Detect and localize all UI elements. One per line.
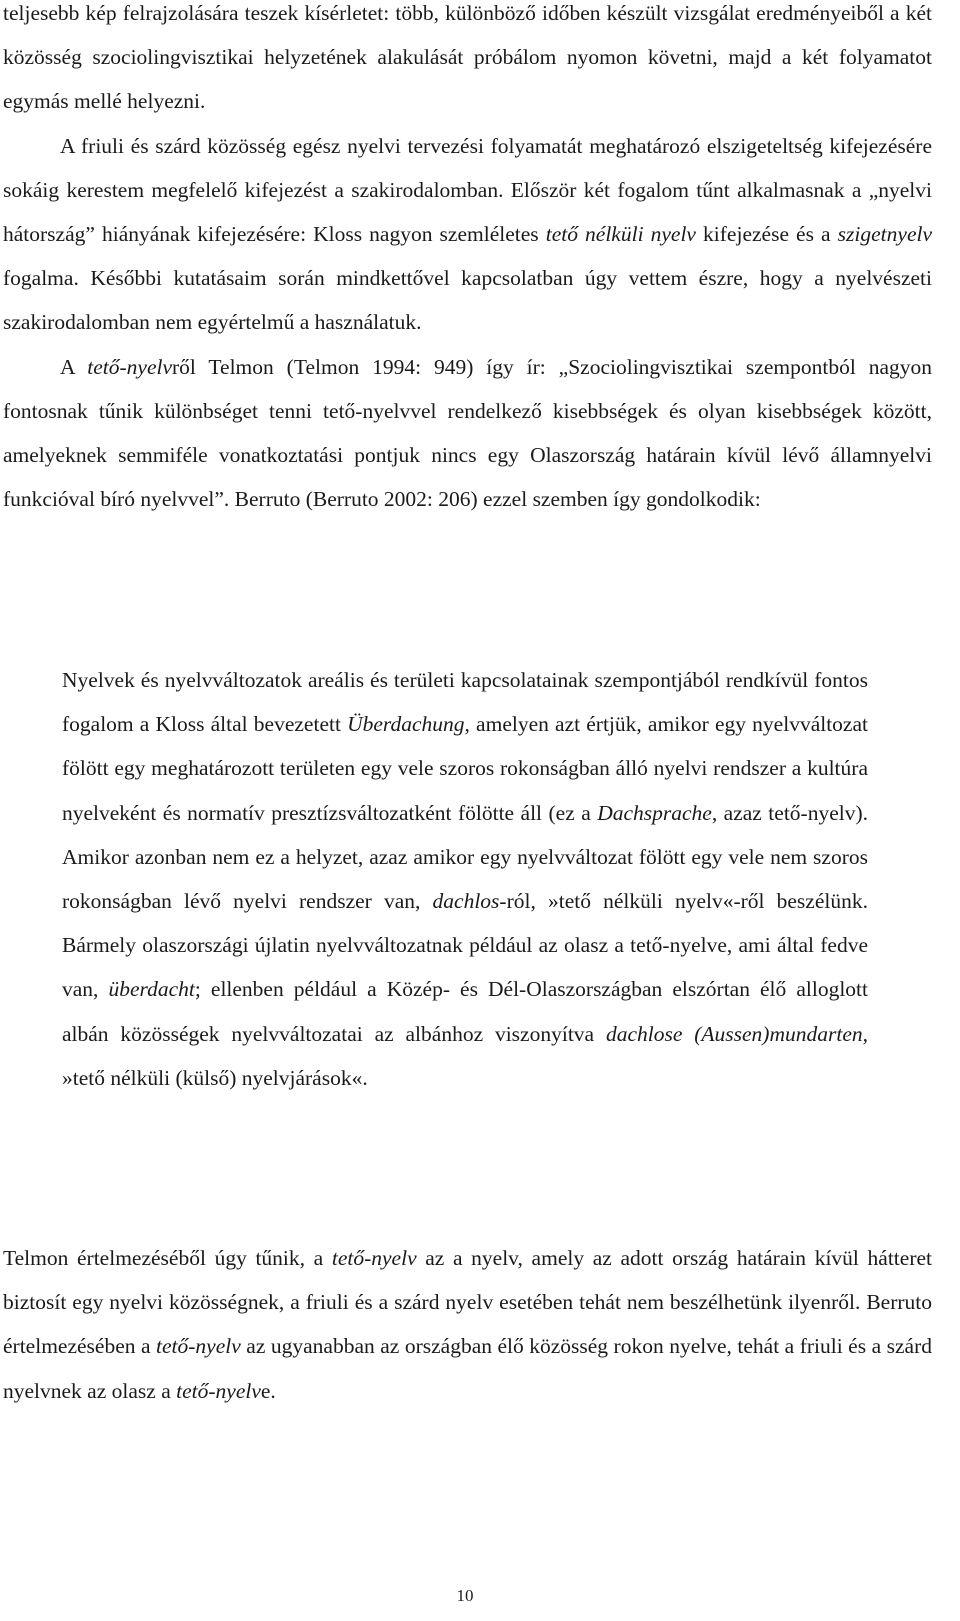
italic-term: Dachsprache <box>597 800 712 825</box>
text-run: ; ellenben például a Közép- és Dél-Olaszországban elszórtan élő alloglott albán közösségek nyelvváltozatai az albánhoz viszonyítva <box>62 977 868 1046</box>
italic-term: überdacht <box>108 977 195 1002</box>
italic-term: Überdachung <box>347 712 465 737</box>
text-run: e. <box>260 1378 276 1403</box>
text-run: , azaz tető-nyelv). Amikor azonban nem ez a helyzet, azaz amikor egy nyelvváltozat fölött egy vele nem szoros rokonságban lévő nyelvi rendszer van, <box>62 800 869 914</box>
text-run: fogalma. Későbbi kutatásaim során mindkettővel kapcsolatban úgy vettem észre, hogy a nyelvészeti szakirodalomban nem egyértelmű a használatuk. <box>3 266 932 335</box>
text-run: , amelyen azt értjük, amikor egy nyelvváltozat fölött egy meghatározott területen egy vele szoros rokonságban álló nyelvi rendszer a kultúra nyelveként és normatív presztízsváltozatként fölötte áll (ez a <box>62 712 868 825</box>
text-run: Nyelvek és nyelvváltozatok areális és területi kapcsolatainak szempontjából rendkívül fontos fogalom a Kloss által bevezetett <box>62 668 868 737</box>
paragraph-intro <box>3 0 932 521</box>
italic-term: dachlos <box>432 889 500 914</box>
text-run: Telmon értelmezéséből úgy tűnik, a <box>3 1246 332 1270</box>
italic-term: tető-nyelv <box>87 354 173 379</box>
page-number: 10 <box>456 1586 474 1605</box>
text-run: A <box>60 354 88 379</box>
italic-term: tető-nyelv <box>331 1246 417 1270</box>
text-run: az a nyelv, amely az adott ország határain kívül hátteret biztosít egy nyelvi közösségnek, a friuli és a szárd nyelv esetében tehát nem beszélhetünk ilyenről. Berruto értelmezésében a <box>3 1246 932 1359</box>
text-run: , »tető nélküli (külső) nyelvjárások«. <box>62 1021 868 1090</box>
italic-term: dachlose (Aussen)mundarten <box>605 1021 863 1046</box>
paragraph-telmon-interpretation <box>3 1236 932 1413</box>
text-run: kifejezése és a <box>695 222 838 247</box>
italic-term: tető-nyelv <box>156 1334 241 1359</box>
block-quote-berruto <box>62 658 868 1100</box>
italic-term: tető nélküli nyelv <box>545 222 696 247</box>
text-run: A friuli és szárd közösség egész nyelvi tervezési folyamatát meghatározó elszigeteltség kifejezésére sokáig kerestem megfelelő kifejezést a szakirodalomban. Először két fogalom tűnt alkalmasnak a „nyelvi hátország” hiányának kifejezésére: Kloss nagyon szemléletes <box>3 133 932 247</box>
text-run: -ról, »tető nélküli nyelv«-ről beszélünk. Bármely olaszországi újlatin nyelvváltozatnak például az olasz a tető-nyelve, ami által fedve van, <box>62 889 868 1002</box>
text-run: teljesebb kép felrajzolására teszek kísérletet: több, különböző időben készült vizsgálat eredményeiből a két közösség szociolingvisztikai helyzetének alakulását próbálom nyomon követni, majd a két folyamatot egymás mellé helyezni. <box>3 1 932 114</box>
text-run: ről Telmon (Telmon 1994: 949) így ír: „Szociolingvisztikai szempontból nagyon fontosnak tűnik különbséget tenni tető-nyelvvel rendelkező kisebbségek és olyan kisebbségek között, amelyeknek semmiféle vonatkoztatási pontjuk nincs egy Olaszország határain kívül lévő államnyelvi funkcióval bíró nyelvvel”. Berruto (Berruto 2002: 206) ezzel szemben így gondolkodik: <box>3 354 932 512</box>
italic-term: szigetnyelv <box>837 222 932 247</box>
text-run: az ugyanabban az országban élő közösség rokon nyelve, tehát a friuli és a szárd nyelvnek az olasz a <box>3 1334 932 1403</box>
italic-term: tető-nyelv <box>176 1378 261 1403</box>
